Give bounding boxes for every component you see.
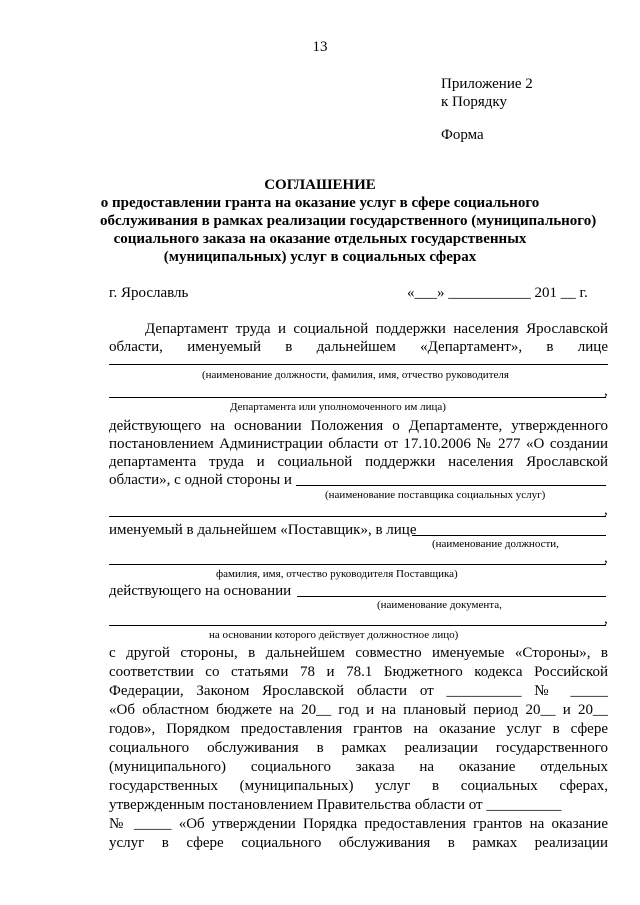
- paragraph-line: постановлением Администрации области от 17.10.2006 № 277 «О создании: [109, 436, 608, 452]
- paragraph-line: (муниципального) социального заказа на оказание отдельных: [109, 759, 608, 775]
- appendix-reference: к Порядку: [441, 94, 507, 110]
- paragraph-line: действующего на основании: [109, 583, 292, 599]
- fill-in-line[interactable]: [109, 397, 606, 398]
- paragraph-line: департамента труда и социальной поддержки населения Ярославской: [109, 454, 608, 470]
- fill-in-line[interactable]: [109, 364, 608, 365]
- field-caption: фамилия, имя, отчество руководителя Поставщика): [216, 568, 458, 580]
- fill-in-line[interactable]: [109, 516, 606, 517]
- paragraph-line: услуг в сфере социального обслуживания в рамках реализации: [109, 835, 608, 851]
- paragraph-line: годов», Порядком предоставления грантов на оказание услуг в сфере: [109, 721, 608, 737]
- paragraph-line: области», с одной стороны и: [109, 472, 292, 488]
- fill-in-line[interactable]: [412, 535, 606, 536]
- field-caption: на основании которого действует должностное лицо): [209, 629, 459, 641]
- paragraph-line: с другой стороны, в дальнейшем совместно именуемые «Стороны», в: [109, 645, 608, 661]
- paragraph-line: социального обслуживания в рамках реализации государственного: [109, 740, 608, 756]
- document-title: СОГЛАШЕНИЕ: [264, 177, 376, 193]
- paragraph-line: соответствии со статьями 78 и 78.1 Бюджетного кодекса Российской: [109, 664, 608, 680]
- paragraph-line: Департамент труда и социальной поддержки населения Ярославской: [145, 321, 608, 337]
- city-name: г. Ярославль: [109, 285, 189, 301]
- field-caption: (наименование должности,: [432, 538, 559, 550]
- fill-in-line[interactable]: [109, 564, 606, 565]
- date-field[interactable]: «___» ___________ 201 __ г.: [407, 285, 588, 301]
- field-caption: (наименование поставщика социальных услуг): [325, 489, 546, 501]
- document-subtitle-line: обслуживания в рамках реализации государственного (муниципального): [100, 213, 597, 229]
- form-label: Форма: [441, 127, 484, 143]
- paragraph-line: именуемый в дальнейшем «Поставщик», в лице: [109, 522, 417, 538]
- comma-mark: ,: [604, 550, 608, 566]
- appendix-label: Приложение 2: [441, 76, 533, 92]
- comma-mark: ,: [604, 383, 608, 399]
- field-caption: Департамента или уполномоченного им лица): [230, 401, 446, 413]
- page-number: 13: [312, 39, 328, 55]
- paragraph-line: Федерации, Законом Ярославской области от __________ № _____: [109, 683, 608, 699]
- paragraph-line: № _____ «Об утверждении Порядка предоставления грантов на оказание: [109, 816, 608, 832]
- paragraph-line: области, именуемый в дальнейшем «Департамент», в лице: [109, 339, 608, 355]
- fill-in-line[interactable]: [297, 596, 606, 597]
- paragraph-line: государственных (муниципальных) услуг в социальных сферах,: [109, 778, 608, 794]
- document-subtitle-line: о предоставлении гранта на оказание услуг в сфере социального: [100, 195, 540, 211]
- comma-mark: ,: [604, 611, 608, 627]
- document-subtitle-line: социального заказа на оказание отдельных государственных: [113, 231, 527, 247]
- paragraph-line: утвержденным постановлением Правительства области от __________: [109, 797, 562, 813]
- field-caption: (наименование должности, фамилия, имя, отчество руководителя: [202, 369, 509, 381]
- field-caption: (наименование документа,: [377, 599, 502, 611]
- document-subtitle-line: (муниципальных) услуг в социальных сферах: [163, 249, 477, 265]
- paragraph-line: действующего на основании Положения о Департаменте, утвержденного: [109, 418, 608, 434]
- fill-in-line[interactable]: [109, 625, 606, 626]
- fill-in-line[interactable]: [296, 485, 606, 486]
- paragraph-line: «Об областном бюджете на 20__ год и на плановый период 20__ и 20__: [109, 702, 608, 718]
- comma-mark: ,: [604, 502, 608, 518]
